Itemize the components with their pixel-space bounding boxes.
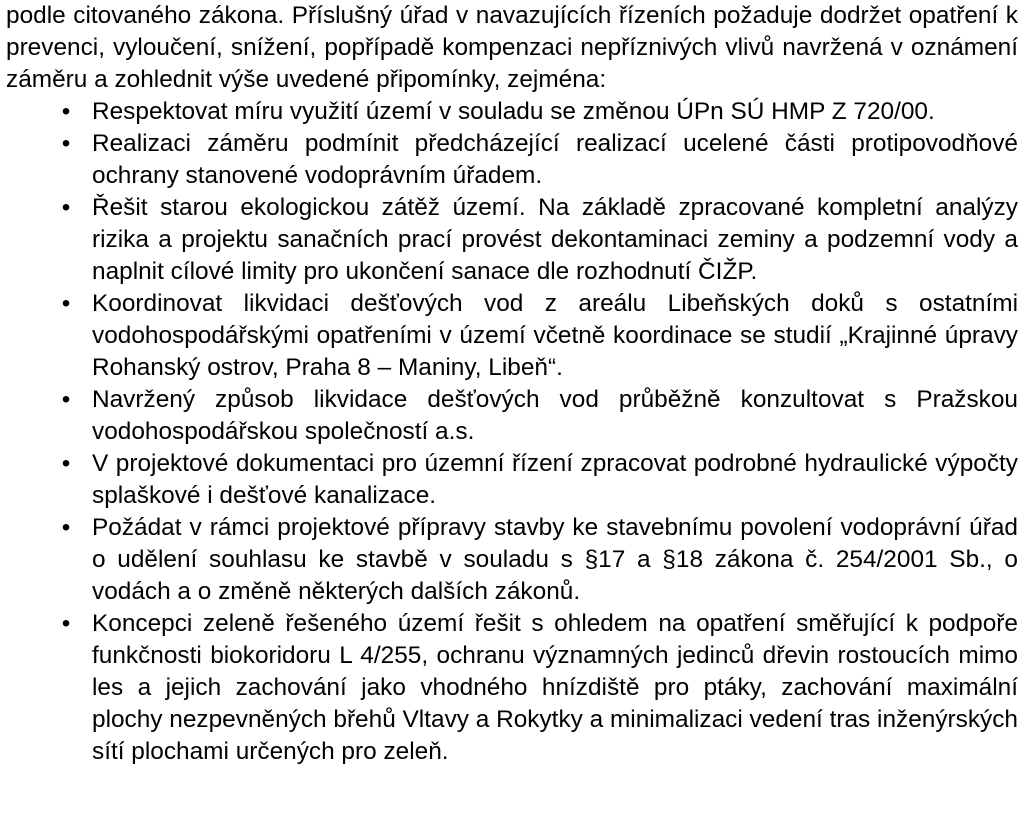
list-item-text: Navržený způsob likvidace dešťových vod průběžně konzultovat s Pražskou vodohospodářskou společností a.s. (92, 386, 1018, 445)
list-item (6, 288, 1018, 384)
bullet-icon: • (61, 386, 71, 413)
list-item-text: Realizaci záměru podmínit předcházející realizací ucelené části protipovodňové ochrany stanovené vodoprávním úřadem. (92, 130, 1018, 189)
list-item (6, 128, 1018, 192)
list-item-text: V projektové dokumentaci pro územní řízení zpracovat podrobné hydraulické výpočty splaškové i dešťové kanalizace. (92, 450, 1018, 509)
bullet-icon: • (61, 194, 71, 221)
list-item-text: Koordinovat likvidaci dešťových vod z areálu Libeňských doků s ostatními vodohospodářskými opatřeními v území včetně koordinace se studií „Krajinné úpravy Rohanský ostrov, Praha 8 – Maniny, Libeň“. (92, 290, 1018, 381)
list-item-text: Požádat v rámci projektové přípravy stavby ke stavebnímu povolení vodoprávní úřad o udělení souhlasu ke stavbě v souladu s §17 a §18 zákona č. 254/2001 Sb., o vodách a o změně některých dalších zákonů. (92, 514, 1018, 605)
list-item (6, 448, 1018, 512)
intro-paragraph: podle citovaného zákona. Příslušný úřad v navazujících řízeních požaduje dodržet opatření k prevenci, vyloučení, snížení, popřípadě kompenzaci nepříznivých vlivů navržená v oznámení záměru a zohlednit výše uvedené připomínky, zejména: (6, 2, 1018, 93)
bullet-icon: • (61, 514, 71, 541)
bullet-icon: • (61, 290, 71, 317)
requirements-list (6, 96, 1018, 768)
list-item (6, 512, 1018, 608)
bullet-icon: • (61, 130, 71, 157)
list-item-text: Koncepci zeleně řešeného území řešit s ohledem na opatření směřující k podpoře funkčnosti biokoridoru L 4/255, ochranu významných jedinců dřevin rostoucích mimo les a jejich zachování jako vhodného hnízdiště pro ptáky, zachování maximální plochy nezpevněných břehů Vltavy a Rokytky a minimalizaci vedení tras inženýrských sítí plochami určených pro zeleň. (92, 610, 1018, 765)
list-item (6, 384, 1018, 448)
document-page (6, 0, 1018, 768)
list-item-text: Respektovat míru využití území v souladu se změnou ÚPn SÚ HMP Z 720/00. (92, 98, 935, 125)
bullet-icon: • (61, 98, 71, 125)
list-item (6, 192, 1018, 288)
bullet-icon: • (61, 450, 71, 477)
list-item (6, 96, 1018, 128)
list-item-text: Řešit starou ekologickou zátěž území. Na základě zpracované kompletní analýzy rizika a projektu sanačních prací provést dekontaminaci zeminy a podzemní vody a naplnit cílové limity pro ukončení sanace dle rozhodnutí ČIŽP. (92, 194, 1018, 285)
list-item (6, 608, 1018, 768)
bullet-icon: • (61, 610, 71, 637)
